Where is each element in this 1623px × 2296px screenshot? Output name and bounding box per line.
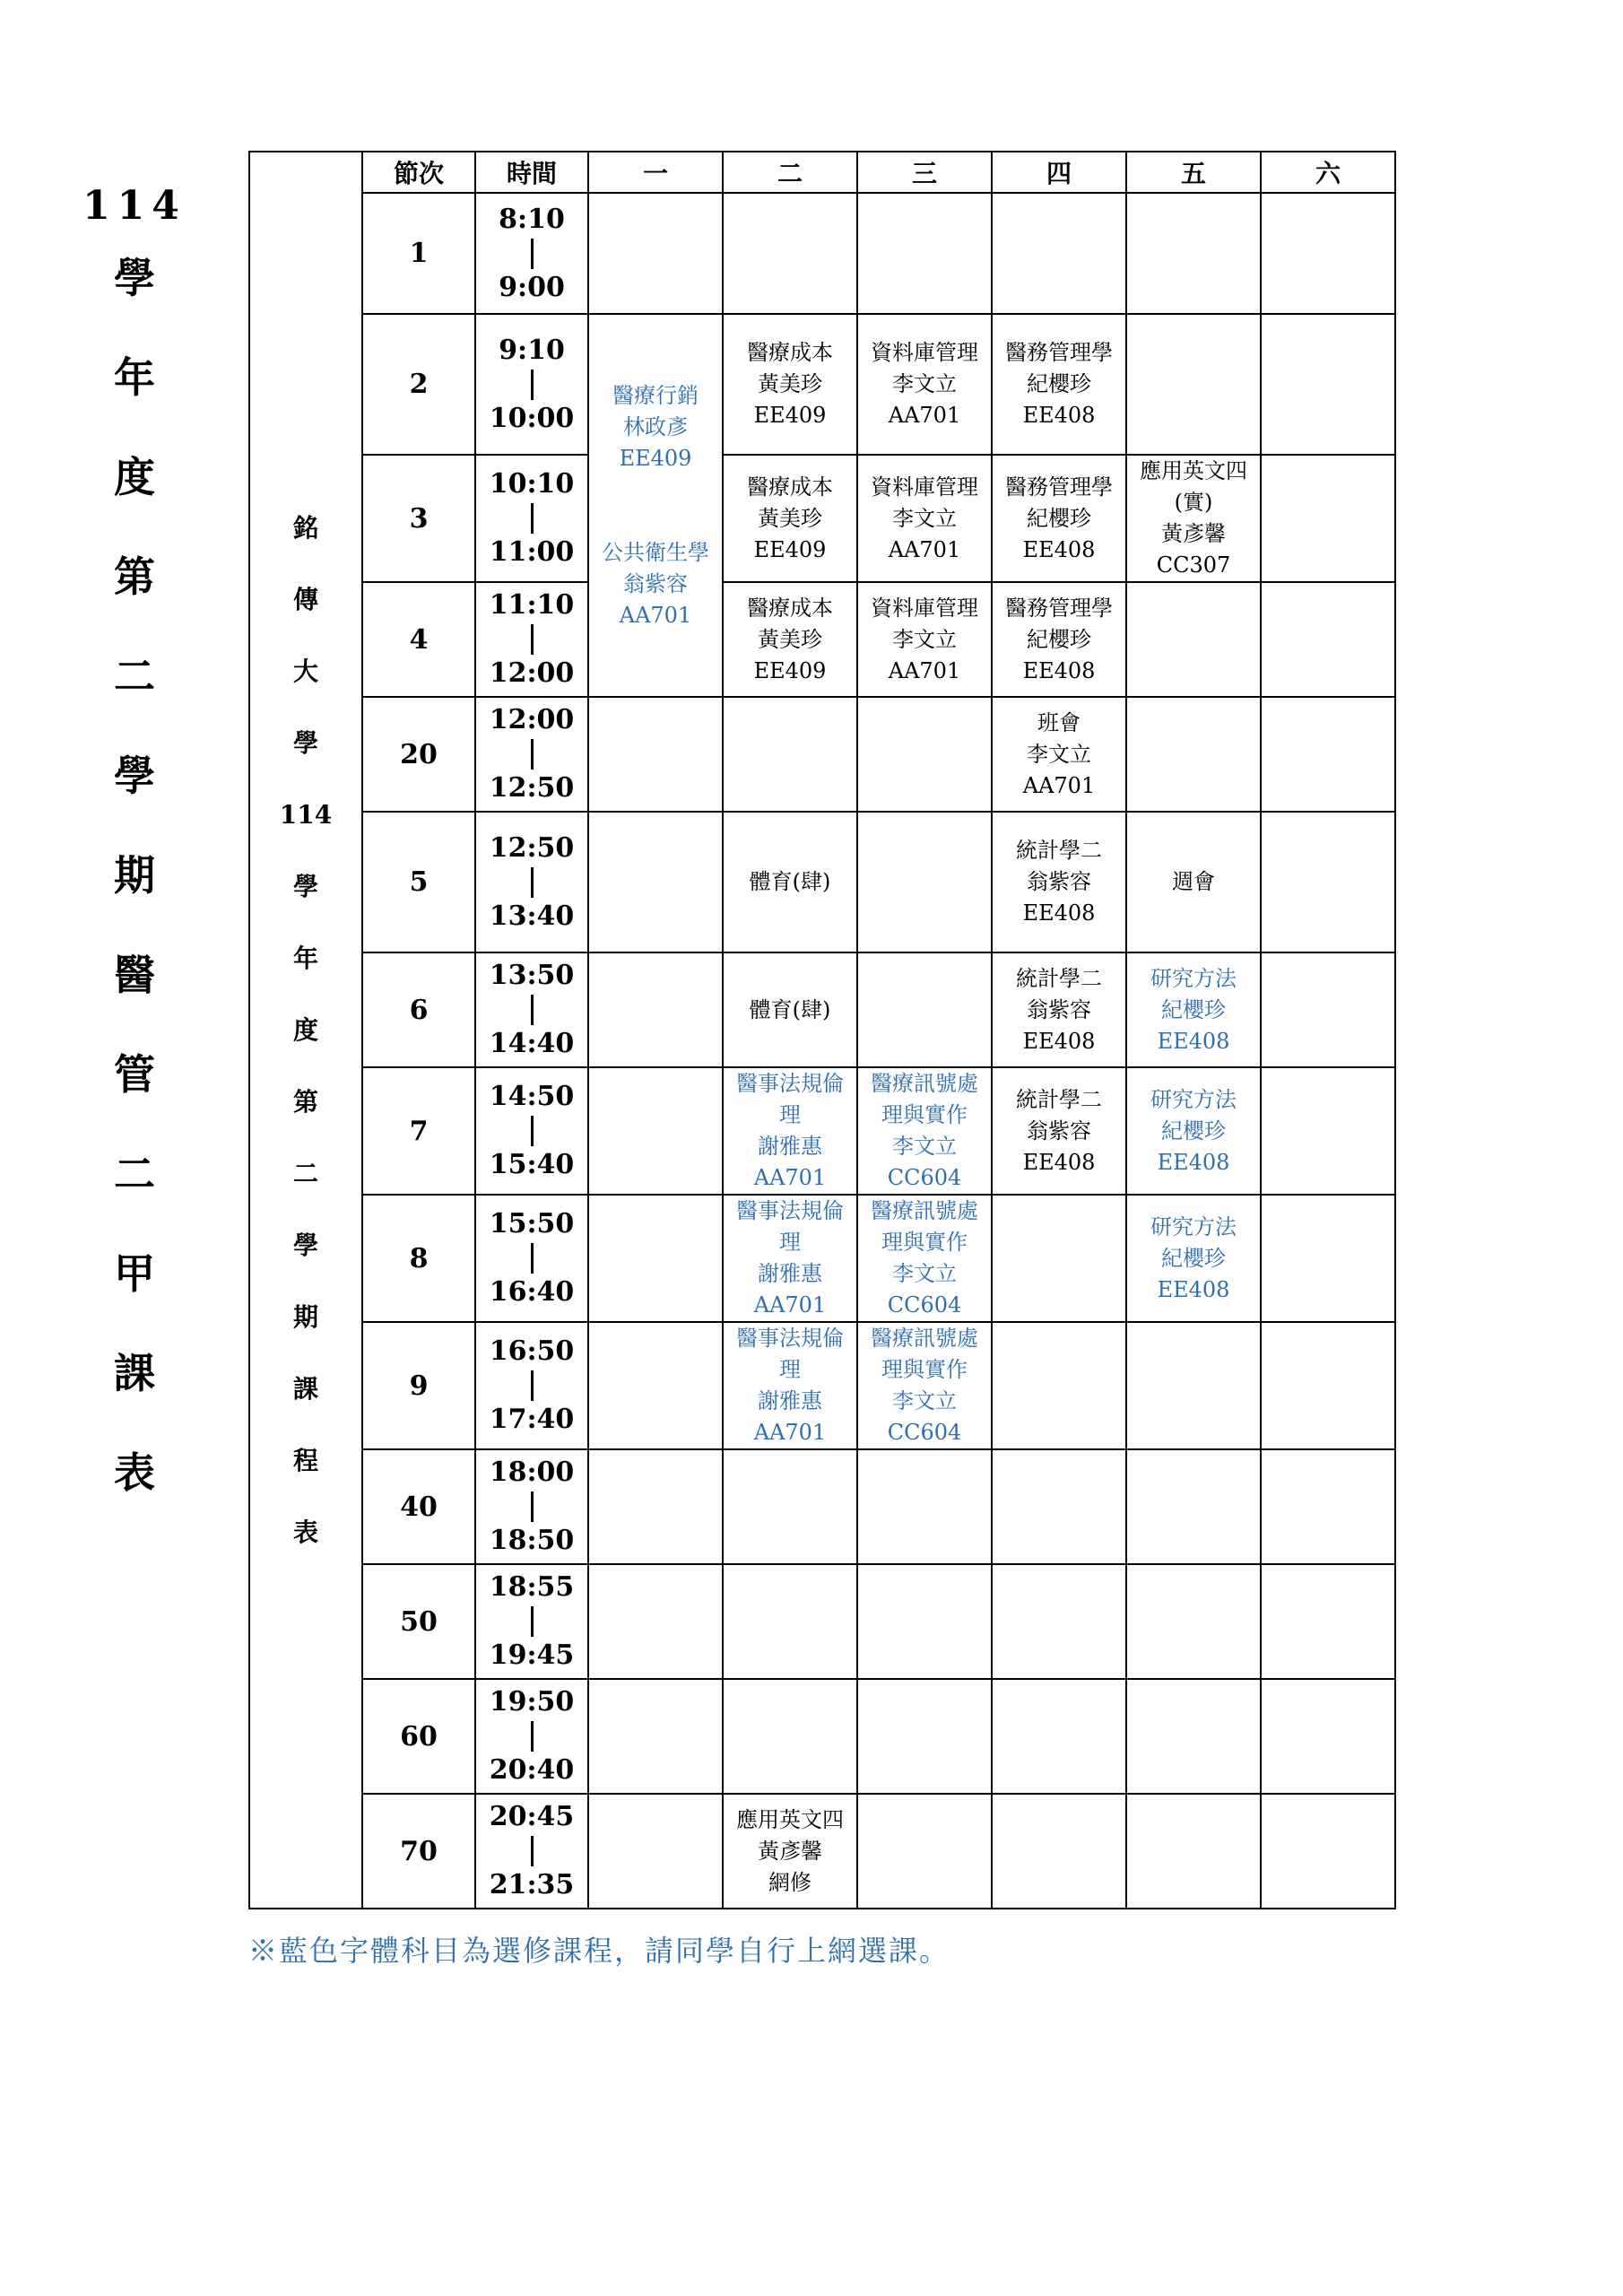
table-row: 50 18:55 19:45 [249,1564,1395,1679]
course-cell: 統計學二 翁紫容 EE408 [992,812,1126,952]
header-row [249,152,1395,193]
header-period: 節次 [362,152,475,193]
course-cell: 醫療成本 黃美珍 EE409 [723,314,857,455]
course-cell-elective: 研究方法 紀櫻珍 EE408 [1126,1067,1261,1195]
table-row: 20 12:00 12:50 班會 李文立 AA701 [249,697,1395,812]
table-row: 60 19:50 20:40 [249,1679,1395,1794]
table-row: 5 12:50 13:40 體育(肆) 統計學二 翁紫容 EE408 週會 [249,812,1395,952]
title-char: 學 [114,254,155,302]
course-cell: 統計學二 翁紫容 EE408 [992,1067,1126,1195]
header-sat: 六 [1261,152,1395,193]
course-cell-elective: 醫事法規倫 理 謝雅惠 AA701 [723,1067,857,1195]
course-cell-elective: 醫療訊號處 理與實作 李文立 CC604 [857,1322,992,1449]
header-time: 時間 [475,152,588,193]
header-fri: 五 [1126,152,1261,193]
course-cell: 班會 李文立 AA701 [992,697,1126,812]
table-row: 70 20:45 21:35 應用英文四 黃彥馨 網修 [249,1794,1395,1909]
course-cell-elective: 醫療訊號處 理與實作 李文立 CC604 [857,1195,992,1322]
course-cell: 資料庫管理 李文立 AA701 [857,582,992,697]
title-char: 管 [114,1050,155,1099]
title-char: 學 [114,752,155,800]
title-char: 課 [114,1349,155,1397]
course-cell-elective: 醫療訊號處 理與實作 李文立 CC604 [857,1067,992,1195]
table-row: 40 18:00 18:50 [249,1449,1395,1564]
table-row: 1 8:10 9:00 [249,193,1395,314]
course-cell: 醫療成本 黃美珍 EE409 [723,582,857,697]
title-char: 度 [114,453,155,501]
course-cell: 週會 [1126,812,1261,952]
table-row: 4 11:10 12:00 醫療成本 黃美珍 EE409 資料庫管理 李文立 AA701 醫務管理學 紀櫻珍 EE408 [249,582,1395,697]
title-char: 二 [114,1150,155,1198]
course-cell-monday-elective: 醫療行銷 林政彥 EE409 公共衛生學 翁紫容 AA701 [588,314,723,697]
vertical-title [81,179,188,1545]
course-cell: 醫務管理學 紀櫻珍 EE408 [992,314,1126,455]
header-thu: 四 [992,152,1126,193]
course-cell-elective: 醫事法規倫 理 謝雅惠 AA701 [723,1195,857,1322]
course-cell: 體育(肆) [723,952,857,1067]
title-char: 第 [114,552,155,601]
title-char: 醫 [114,951,155,999]
table-row: 7 14:50 15:40 醫事法規倫 理 謝雅惠 AA701 醫療訊號處 理與實作 李文立 CC604 統計學二 翁紫容 EE408 研究方法 紀櫻珍 EE408 [249,1067,1395,1195]
table-row: 3 10:10 11:00 醫療成本 黃美珍 EE409 資料庫管理 李文立 AA701 醫務管理學 紀櫻珍 EE408 應用英文四 (實) 黃彥馨 CC307 [249,455,1395,582]
header-wed: 三 [857,152,992,193]
course-cell: 醫務管理學 紀櫻珍 EE408 [992,455,1126,582]
table-row: 8 15:50 16:40 醫事法規倫 理 謝雅惠 AA701 醫療訊號處 理與實作 李文立 CC604 研究方法 紀櫻珍 EE408 [249,1195,1395,1322]
course-cell: 醫務管理學 紀櫻珍 EE408 [992,582,1126,697]
course-cell: 應用英文四 (實) 黃彥馨 CC307 [1126,455,1261,582]
table-row: 6 13:50 14:40 體育(肆) 統計學二 翁紫容 EE408 研究方法 紀櫻珍 EE408 [249,952,1395,1067]
course-cell-elective: 研究方法 紀櫻珍 EE408 [1126,1195,1261,1322]
table-row: 2 9:10 10:00 醫療行銷 林政彥 EE409 公共衛生學 翁紫容 AA701 醫療成本 黃美珍 EE409 資料庫管理 李文立 AA701 醫務管理學 紀櫻珍 EE408 [249,314,1395,455]
course-cell: 應用英文四 黃彥馨 網修 [723,1794,857,1909]
schedule-table [248,151,1396,1909]
title-char: 表 [114,1448,155,1497]
header-mon: 一 [588,152,723,193]
title-char: 年 [114,353,155,402]
title-char: 二 [114,652,155,700]
title-char: 甲 [114,1249,155,1298]
course-cell: 體育(肆) [723,812,857,952]
course-cell-elective: 研究方法 紀櫻珍 EE408 [1126,952,1261,1067]
course-cell: 資料庫管理 李文立 AA701 [857,455,992,582]
course-cell: 醫療成本 黃美珍 EE409 [723,455,857,582]
course-cell: 資料庫管理 李文立 AA701 [857,314,992,455]
title-char: 期 [114,851,155,900]
course-cell-elective: 醫事法規倫 理 謝雅惠 AA701 [723,1322,857,1449]
elective-note: ※藍色字體科目為選修課程，請同學自行上網選課。 [248,1934,950,1968]
title-year: 114 [82,183,187,229]
header-tue: 二 [723,152,857,193]
table-row: 9 16:50 17:40 醫事法規倫 理 謝雅惠 AA701 醫療訊號處 理與實作 李文立 CC604 [249,1322,1395,1449]
side-label: 銘 傳 大 學 114 學 年 度 第 二 學 期 課 程 表 [249,152,362,1909]
course-cell: 統計學二 翁紫容 EE408 [992,952,1126,1067]
